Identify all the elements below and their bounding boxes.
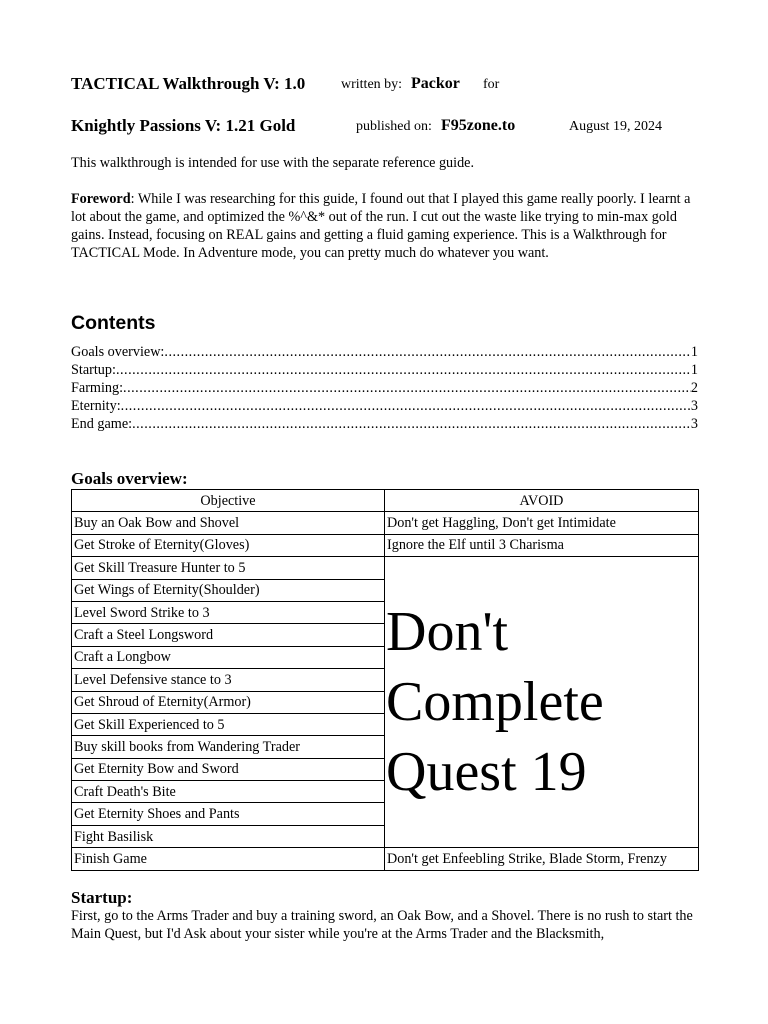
- objective-cell: Get Shroud of Eternity(Armor): [72, 691, 385, 713]
- objective-cell: Get Eternity Bow and Sword: [72, 758, 385, 780]
- objective-cell: Buy skill books from Wandering Trader: [72, 736, 385, 758]
- objective-cell: Craft a Steel Longsword: [72, 624, 385, 646]
- walkthrough-title: TACTICAL Walkthrough V: 1.0: [71, 74, 306, 93]
- contents-heading: Contents: [71, 312, 156, 334]
- toc-entry-page: 1: [690, 344, 698, 360]
- toc-leader-dots: [132, 415, 691, 433]
- foreword-paragraph: [71, 190, 698, 262]
- toc-entry[interactable]: [71, 343, 698, 361]
- toc-entry-label: Goals overview:: [71, 344, 165, 360]
- toc-entry-label: Farming:: [71, 380, 124, 396]
- author-name: Packor: [411, 75, 460, 92]
- startup-heading: Startup:: [71, 888, 133, 907]
- objective-cell: Finish Game: [72, 848, 385, 870]
- objective-cell: Get Wings of Eternity(Shoulder): [72, 579, 385, 601]
- objective-cell: Buy an Oak Bow and Shovel: [72, 512, 385, 534]
- objective-cell: Fight Basilisk: [72, 825, 385, 847]
- objective-cell: Level Sword Strike to 3: [72, 601, 385, 623]
- objective-cell: Get Skill Experienced to 5: [72, 713, 385, 735]
- objective-cell: Get Eternity Shoes and Pants: [72, 803, 385, 825]
- avoid-column-header: AVOID: [385, 490, 699, 512]
- foreword-text: : While I was researching for this guide, I found out that I played this game really poorly. I learnt a lot about the game, and optimized the %^&* out of the run. I cut out the waste like trying to min-max gold gains. Instead, focusing on REAL gains and getting a fluid gaming experience. This is a Walkthrough for TACTICAL Mode. In Adventure mode, you can pretty much do whatever you want.: [71, 191, 691, 261]
- toc-leader-dots: [123, 379, 691, 397]
- avoid-cell: Ignore the Elf until 3 Charisma: [385, 534, 699, 556]
- toc-entry-page: 3: [690, 398, 698, 414]
- objective-cell: Craft Death's Bite: [72, 781, 385, 803]
- written-by-label: written by:: [341, 77, 403, 92]
- toc-entry-label: Eternity:: [71, 398, 121, 414]
- toc-entry[interactable]: [71, 397, 698, 415]
- toc-entry[interactable]: [71, 379, 698, 397]
- table-row: [72, 534, 699, 556]
- goals-heading: Goals overview:: [71, 469, 188, 488]
- table-row: [72, 557, 699, 579]
- table-row: [72, 848, 699, 870]
- goals-table: [71, 489, 699, 871]
- site-name: F95zone.to: [441, 117, 516, 134]
- objective-cell: Level Defensive stance to 3: [72, 669, 385, 691]
- toc-leader-dots: [121, 397, 691, 415]
- toc-entry[interactable]: [71, 361, 698, 379]
- toc-entry-page: 2: [690, 380, 698, 396]
- for-label: for: [483, 77, 500, 92]
- objective-cell: Get Skill Treasure Hunter to 5: [72, 557, 385, 579]
- publish-date: August 19, 2024: [569, 119, 662, 134]
- objective-column-header: Objective: [72, 490, 385, 512]
- toc-entry-label: End game:: [71, 416, 133, 432]
- toc-leader-dots: [164, 343, 691, 361]
- avoid-cell: Don't get Enfeebling Strike, Blade Storm, Frenzy: [385, 848, 699, 870]
- avoid-quest-warning: Don't Complete Quest 19: [385, 557, 699, 848]
- toc-entry[interactable]: [71, 415, 698, 433]
- objective-cell: Get Stroke of Eternity(Gloves): [72, 534, 385, 556]
- toc-entry-label: Startup:: [71, 362, 116, 378]
- game-title: Knightly Passions V: 1.21 Gold: [71, 116, 296, 135]
- published-on-label: published on:: [356, 119, 432, 134]
- toc-entry-page: 1: [690, 362, 698, 378]
- table-header-row: [72, 490, 699, 512]
- foreword-label: Foreword: [71, 191, 131, 207]
- intro-paragraph: This walkthrough is intended for use with the separate reference guide.: [71, 155, 475, 171]
- toc-entry-page: 3: [690, 416, 698, 432]
- avoid-cell: Don't get Haggling, Don't get Intimidate: [385, 512, 699, 534]
- objective-cell: Craft a Longbow: [72, 646, 385, 668]
- startup-paragraph: First, go to the Arms Trader and buy a training sword, an Oak Bow, and a Shovel. There is no rush to start the Main Quest, but I'd Ask about your sister while you're at the Arms Trader and the Blacksmith,: [71, 908, 693, 942]
- table-of-contents: [71, 343, 698, 433]
- table-row: [72, 512, 699, 534]
- toc-leader-dots: [116, 361, 691, 379]
